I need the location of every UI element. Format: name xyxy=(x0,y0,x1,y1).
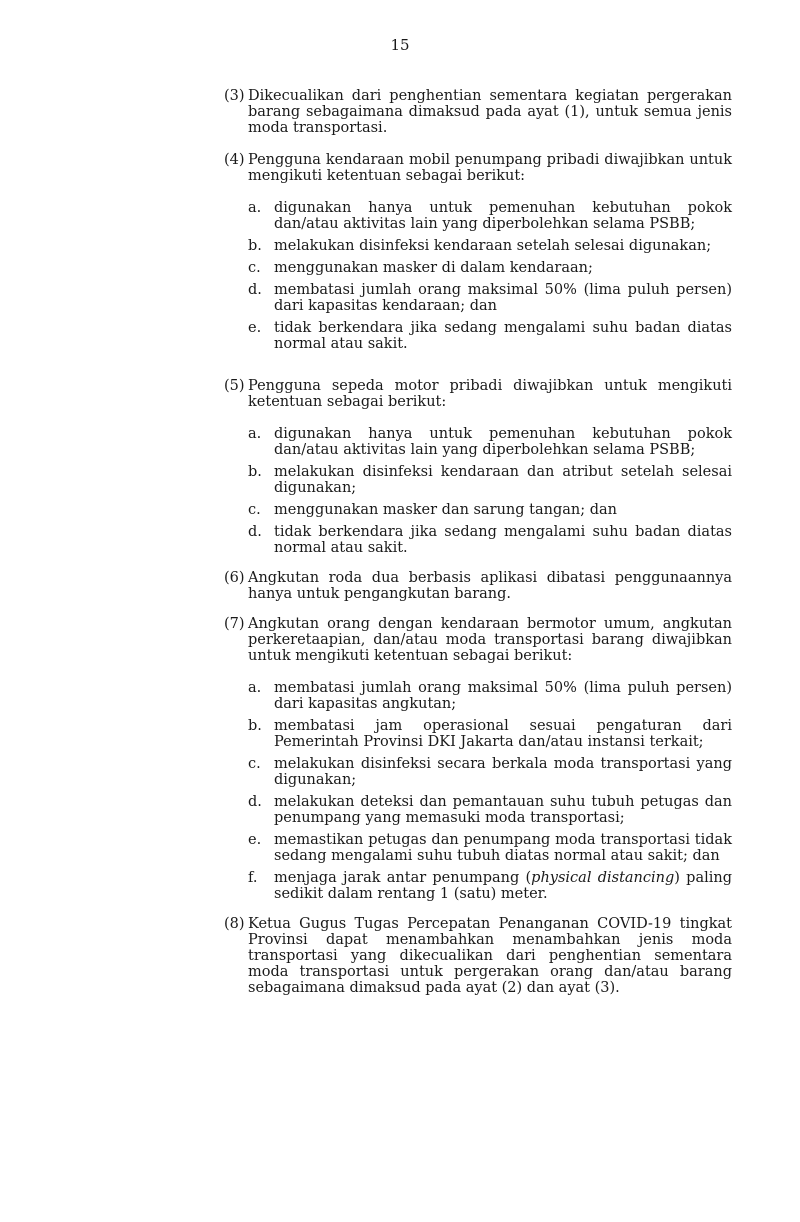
sub-list-4 xyxy=(224,200,732,352)
list-letter: c. xyxy=(248,260,261,276)
paragraph-text: Ketua Gugus Tugas Percepatan Penanganan COVID-19 tingkat Provinsi dapat menambahkan menambahkan jenis moda transportasi yang dikecualikan dari penghentian sementara moda transportasi untuk pergerakan orang dan/atau barang sebagaimana dimaksud pada ayat (2) dan ayat (3). xyxy=(248,916,732,996)
list-letter: d. xyxy=(248,794,262,810)
list-text: membatasi jumlah orang maksimal 50% (lima puluh persen) dari kapasitas angkutan; xyxy=(274,680,732,712)
list-item xyxy=(224,756,732,788)
list-text: tidak berkendara jika sedang mengalami suhu badan diatas normal atau sakit. xyxy=(274,524,732,556)
paragraph-number: (5) xyxy=(224,378,245,394)
paragraph-6 xyxy=(224,570,732,602)
paragraph-3 xyxy=(224,88,732,136)
list-letter: f. xyxy=(248,870,258,886)
list-text-italic: physical distancing xyxy=(531,870,675,886)
list-text: tidak berkendara jika sedang mengalami suhu badan diatas normal atau sakit. xyxy=(274,320,732,352)
paragraph-5 xyxy=(224,378,732,410)
list-text: memastikan petugas dan penumpang moda transportasi tidak sedang mengalami suhu tubuh diatas normal atau sakit; dan xyxy=(274,832,732,864)
list-letter: d. xyxy=(248,524,262,540)
paragraph-number: (7) xyxy=(224,616,245,632)
paragraph-7 xyxy=(224,616,732,664)
list-item xyxy=(224,718,732,750)
list-item xyxy=(224,524,732,556)
paragraph-number: (3) xyxy=(224,88,245,104)
list-item xyxy=(224,200,732,232)
list-text: digunakan hanya untuk pemenuhan kebutuhan pokok dan/atau aktivitas lain yang diperbolehkan selama PSBB; xyxy=(274,426,732,458)
list-letter: b. xyxy=(248,718,262,734)
paragraph-text: Angkutan orang dengan kendaraan bermotor umum, angkutan perkeretaapian, dan/atau moda transportasi barang diwajibkan untuk mengikuti ketentuan sebagai berikut: xyxy=(248,616,732,664)
list-letter: e. xyxy=(248,832,262,848)
list-letter: a. xyxy=(248,200,262,216)
paragraph-number: (8) xyxy=(224,916,245,932)
list-item xyxy=(224,282,732,314)
list-item xyxy=(224,794,732,826)
sub-list-7 xyxy=(224,680,732,902)
list-item xyxy=(224,464,732,496)
list-text: menggunakan masker dan sarung tangan; dan xyxy=(274,502,617,518)
paragraph-number: (6) xyxy=(224,570,245,586)
list-letter: b. xyxy=(248,464,262,480)
list-letter: c. xyxy=(248,502,261,518)
paragraph-text: Angkutan roda dua berbasis aplikasi dibatasi penggunaannya hanya untuk pengangkutan barang. xyxy=(248,570,732,602)
list-item xyxy=(224,320,732,352)
list-text: digunakan hanya untuk pemenuhan kebutuhan pokok dan/atau aktivitas lain yang diperbolehkan selama PSBB; xyxy=(274,200,732,232)
list-item xyxy=(224,426,732,458)
list-text: membatasi jumlah orang maksimal 50% (lima puluh persen) dari kapasitas kendaraan; dan xyxy=(274,282,732,314)
list-letter: a. xyxy=(248,680,262,696)
list-text: melakukan deteksi dan pemantauan suhu tubuh petugas dan penumpang yang memasuki moda transportasi; xyxy=(274,794,732,826)
list-letter: a. xyxy=(248,426,262,442)
page-number: 15 xyxy=(390,36,410,54)
list-item xyxy=(224,502,732,518)
list-text: melakukan disinfeksi kendaraan dan atribut setelah selesai digunakan; xyxy=(274,464,732,496)
list-item xyxy=(224,238,732,254)
paragraph-4 xyxy=(224,152,732,184)
list-text-part: ) paling sedikit dalam rentang 1 (satu) meter. xyxy=(274,870,733,902)
list-item xyxy=(224,680,732,712)
list-text: membatasi jam operasional sesuai pengaturan dari Pemerintah Provinsi DKI Jakarta dan/atau instansi terkait; xyxy=(274,718,732,750)
document-body xyxy=(224,88,732,996)
paragraph-text: Pengguna kendaraan mobil penumpang pribadi diwajibkan untuk mengikuti ketentuan sebagai berikut: xyxy=(248,152,732,184)
list-text xyxy=(274,870,732,902)
list-item xyxy=(224,832,732,864)
list-letter: d. xyxy=(248,282,262,298)
list-text: menggunakan masker di dalam kendaraan; xyxy=(274,260,593,276)
list-letter: b. xyxy=(248,238,262,254)
list-text-part: menjaga jarak antar penumpang ( xyxy=(274,870,532,886)
paragraph-text: Pengguna sepeda motor pribadi diwajibkan untuk mengikuti ketentuan sebagai berikut: xyxy=(248,378,732,410)
list-item xyxy=(224,870,732,902)
list-item xyxy=(224,260,732,276)
list-letter: e. xyxy=(248,320,262,336)
paragraph-number: (4) xyxy=(224,152,245,168)
list-text: melakukan disinfeksi secara berkala moda transportasi yang digunakan; xyxy=(274,756,732,788)
list-letter: c. xyxy=(248,756,261,772)
sub-list-5 xyxy=(224,426,732,556)
paragraph-8 xyxy=(224,916,732,996)
list-text: melakukan disinfeksi kendaraan setelah selesai digunakan; xyxy=(274,238,712,254)
paragraph-text: Dikecualikan dari penghentian sementara kegiatan pergerakan barang sebagaimana dimaksud pada ayat (1), untuk semua jenis moda transportasi. xyxy=(248,88,732,136)
